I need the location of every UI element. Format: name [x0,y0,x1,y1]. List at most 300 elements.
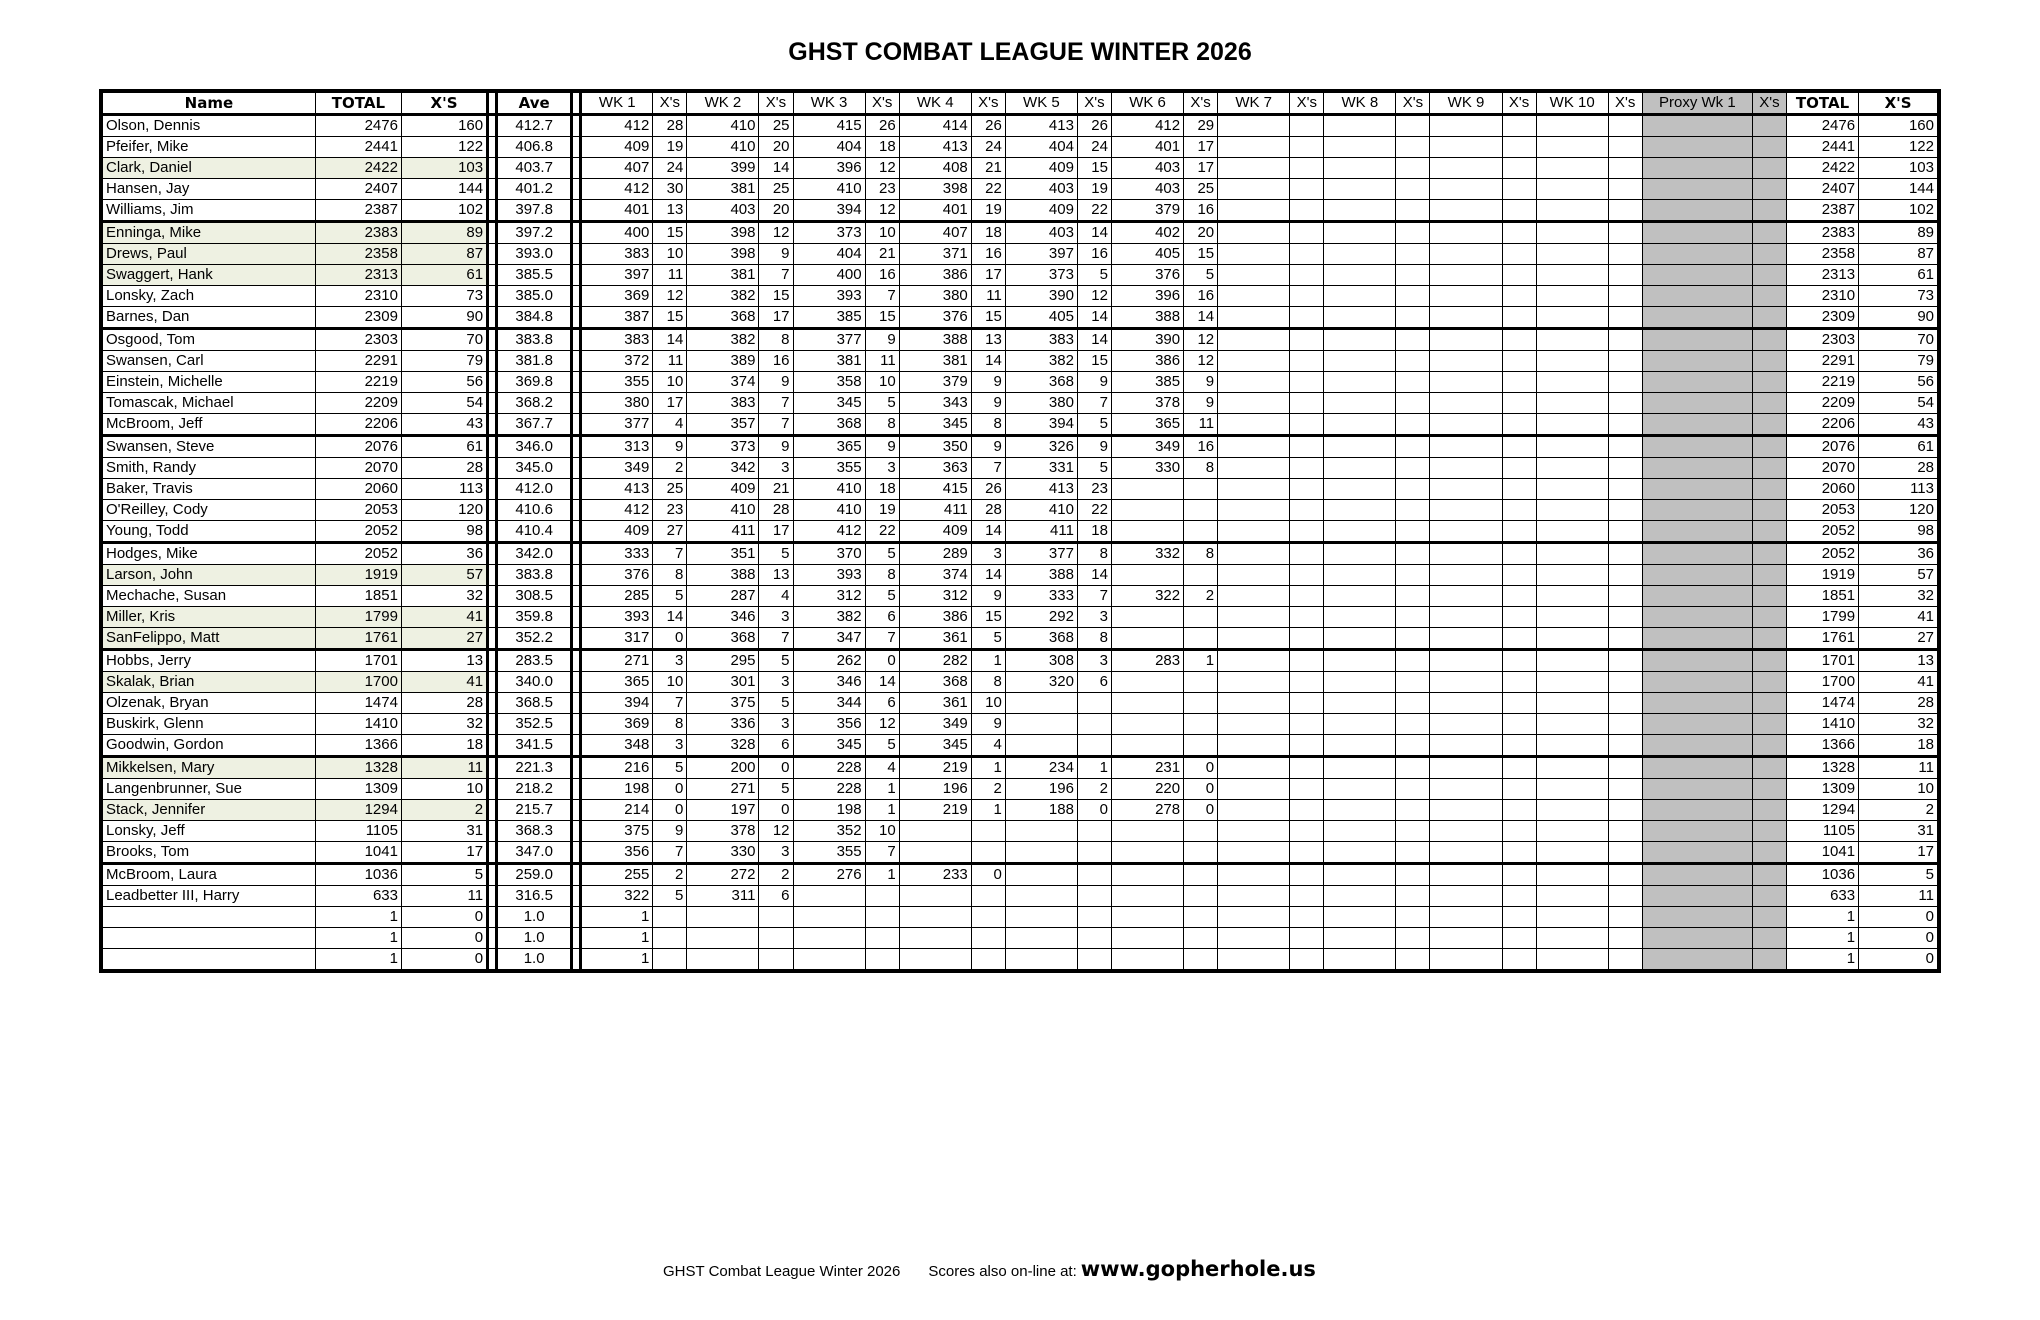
column-separator [572,821,581,842]
week-score: 374 [687,372,759,393]
week-score: 369 [581,714,653,735]
week-x-count [1502,479,1536,500]
week-score [1218,607,1290,628]
week-x-count [1396,351,1430,372]
week-score: 374 [899,565,971,586]
header-week-xs: X's [971,91,1005,115]
week-x-count: 8 [971,672,1005,693]
week-score [1218,500,1290,521]
week-score [1218,244,1290,265]
week-x-count [1502,757,1536,779]
x-count-summary: 0 [1859,949,1939,972]
proxy-week-x-count [1752,735,1786,757]
week-score: 368 [1005,628,1077,650]
week-score: 410 [793,500,865,521]
week-x-count: 5 [1077,458,1111,479]
week-score [1324,800,1396,821]
week-score: 394 [1005,414,1077,436]
average-score: 385.0 [497,286,572,307]
week-score [1324,949,1396,972]
week-score: 356 [793,714,865,735]
page-title: GHST COMBAT LEAGUE WINTER 2026 [788,38,1252,66]
average-score: 316.5 [497,886,572,907]
week-score: 380 [1005,393,1077,414]
total-score: 1041 [315,842,401,864]
week-score: 378 [687,821,759,842]
week-x-count: 7 [1077,393,1111,414]
week-score [1536,607,1608,628]
shooter-name: Mikkelsen, Mary [101,757,315,779]
week-x-count: 5 [1077,414,1111,436]
average-score: 368.3 [497,821,572,842]
week-score [1324,735,1396,757]
proxy-week-score [1642,886,1752,907]
week-score: 403 [1005,179,1077,200]
average-score: 1.0 [497,928,572,949]
proxy-week-score [1642,286,1752,307]
week-score [1111,521,1183,543]
week-x-count: 1 [865,864,899,886]
week-x-count [1608,543,1642,565]
proxy-week-x-count [1752,842,1786,864]
week-x-count [1396,458,1430,479]
x-count: 28 [401,458,487,479]
week-x-count: 15 [865,307,899,329]
x-count-summary: 11 [1859,757,1939,779]
shooter-name: Williams, Jim [101,200,315,222]
week-x-count [1290,436,1324,458]
week-score: 386 [899,607,971,628]
week-x-count [1502,886,1536,907]
week-score: 343 [899,393,971,414]
week-score: 349 [581,458,653,479]
average-score: 401.2 [497,179,572,200]
week-x-count: 11 [971,286,1005,307]
week-score [1218,479,1290,500]
x-count-summary: 17 [1859,842,1939,864]
week-x-count: 1 [971,650,1005,672]
week-score: 220 [1111,779,1183,800]
week-x-count [1290,757,1324,779]
week-score [1536,137,1608,158]
week-score: 404 [793,244,865,265]
week-score: 1 [581,928,653,949]
week-x-count [1608,200,1642,222]
week-score [1005,735,1077,757]
week-score [1218,886,1290,907]
x-count: 57 [401,565,487,586]
week-x-count [1290,500,1324,521]
average-score: 403.7 [497,158,572,179]
proxy-week-score [1642,436,1752,458]
week-x-count: 5 [1184,265,1218,286]
week-score: 415 [793,115,865,137]
x-count: 54 [401,393,487,414]
week-score [1218,714,1290,735]
week-x-count [1502,158,1536,179]
proxy-week-x-count [1752,458,1786,479]
week-score [1430,735,1502,757]
column-separator [488,842,497,864]
week-x-count: 26 [971,115,1005,137]
average-score: 218.2 [497,779,572,800]
x-count-summary: 102 [1859,200,1939,222]
week-x-count: 17 [759,521,793,543]
header-week-xs: X's [653,91,687,115]
x-count: 103 [401,158,487,179]
x-count-summary: 73 [1859,286,1939,307]
x-count: 70 [401,329,487,351]
x-count: 0 [401,928,487,949]
week-score [1430,800,1502,821]
shooter-name: Miller, Kris [101,607,315,628]
week-x-count: 3 [759,672,793,693]
week-x-count [1290,458,1324,479]
average-score: 345.0 [497,458,572,479]
proxy-week-x-count [1752,586,1786,607]
table-row [101,286,1939,307]
header-ave: Ave [497,91,572,115]
total-score: 1 [315,949,401,972]
score-table [99,89,1941,973]
total-score-summary: 2076 [1786,436,1858,458]
week-x-count: 5 [971,628,1005,650]
week-x-count [1502,949,1536,972]
week-x-count [1290,393,1324,414]
total-score: 633 [315,886,401,907]
week-score: 356 [581,842,653,864]
week-x-count: 7 [865,286,899,307]
column-separator [488,307,497,329]
week-score [1324,265,1396,286]
week-x-count [1502,179,1536,200]
x-count: 61 [401,265,487,286]
footer-website-link[interactable]: www.gopherhole.us [1080,1257,1316,1281]
header-proxy-week: Proxy Wk 1 [1642,91,1752,115]
week-score [1536,714,1608,735]
x-count: 27 [401,628,487,650]
week-x-count: 13 [759,565,793,586]
week-score: 407 [899,222,971,244]
total-score: 1799 [315,607,401,628]
shooter-name: Lonsky, Zach [101,286,315,307]
week-score [1536,286,1608,307]
week-x-count: 1 [1077,757,1111,779]
week-x-count [1290,179,1324,200]
week-score: 390 [1005,286,1077,307]
proxy-week-score [1642,565,1752,586]
week-score: 320 [1005,672,1077,693]
week-score [1536,479,1608,500]
week-score [1218,414,1290,436]
x-count-summary: 0 [1859,928,1939,949]
week-x-count [1396,821,1430,842]
week-x-count [865,949,899,972]
column-separator [572,500,581,521]
week-x-count [1396,650,1430,672]
week-score [1218,693,1290,714]
proxy-week-x-count [1752,479,1786,500]
week-x-count: 18 [865,479,899,500]
week-x-count [971,842,1005,864]
shooter-name: Olzenak, Bryan [101,693,315,714]
week-score: 322 [1111,586,1183,607]
week-x-count: 9 [759,436,793,458]
week-x-count: 14 [971,521,1005,543]
week-x-count [1184,628,1218,650]
week-x-count: 7 [653,543,687,565]
shooter-name: Barnes, Dan [101,307,315,329]
week-x-count: 9 [653,821,687,842]
week-x-count: 24 [971,137,1005,158]
week-x-count [1608,693,1642,714]
week-x-count: 16 [865,265,899,286]
week-x-count [1290,628,1324,650]
column-separator [572,521,581,543]
x-count: 18 [401,735,487,757]
week-x-count [865,928,899,949]
total-score-summary: 2310 [1786,286,1858,307]
header-week-4: WK 4 [899,91,971,115]
table-row [101,414,1939,436]
week-score [1111,928,1183,949]
week-x-count: 12 [1077,286,1111,307]
week-x-count: 20 [759,200,793,222]
week-x-count: 4 [759,586,793,607]
week-x-count: 0 [971,864,1005,886]
week-score: 411 [687,521,759,543]
week-x-count [1608,672,1642,693]
week-score: 308 [1005,650,1077,672]
x-count: 31 [401,821,487,842]
week-x-count: 13 [971,329,1005,351]
week-x-count [1396,693,1430,714]
week-score: 410 [793,479,865,500]
week-score: 272 [687,864,759,886]
week-score: 330 [1111,458,1183,479]
week-score [1430,286,1502,307]
total-score: 2219 [315,372,401,393]
shooter-name: McBroom, Jeff [101,414,315,436]
week-score [1536,393,1608,414]
column-separator [572,693,581,714]
total-score: 1 [315,907,401,928]
footer-online-note: Scores also on-line at: [928,1263,1077,1280]
week-x-count: 9 [865,329,899,351]
week-x-count [1290,928,1324,949]
week-score [1218,179,1290,200]
week-score [1536,800,1608,821]
column-separator [572,436,581,458]
table-row [101,886,1939,907]
shooter-name: Hodges, Mike [101,543,315,565]
week-x-count [1502,821,1536,842]
week-x-count: 9 [971,714,1005,735]
week-score: 401 [581,200,653,222]
x-count-summary: 27 [1859,628,1939,650]
week-score [1536,244,1608,265]
week-x-count: 9 [971,436,1005,458]
header-separator [572,91,581,115]
x-count: 13 [401,650,487,672]
week-score [1324,650,1396,672]
week-x-count: 4 [971,735,1005,757]
week-score [1536,693,1608,714]
week-score [1324,137,1396,158]
average-score: 385.5 [497,265,572,286]
week-x-count [1608,886,1642,907]
column-separator [488,244,497,265]
week-score: 413 [899,137,971,158]
week-x-count: 1 [971,800,1005,821]
week-score: 295 [687,650,759,672]
week-x-count [1608,351,1642,372]
week-score: 363 [899,458,971,479]
shooter-name: Swansen, Carl [101,351,315,372]
x-count-summary: 122 [1859,137,1939,158]
week-x-count: 8 [653,565,687,586]
header-week-1: WK 1 [581,91,653,115]
week-x-count: 11 [653,351,687,372]
x-count-summary: 32 [1859,586,1939,607]
week-score [1536,628,1608,650]
total-score-summary: 2383 [1786,222,1858,244]
week-score: 381 [793,351,865,372]
week-x-count: 3 [1077,607,1111,628]
week-x-count [1290,586,1324,607]
week-score: 408 [899,158,971,179]
x-count-summary: 36 [1859,543,1939,565]
x-count-summary: 18 [1859,735,1939,757]
x-count-summary: 43 [1859,414,1939,436]
column-separator [488,158,497,179]
week-x-count [1608,864,1642,886]
week-x-count: 19 [653,137,687,158]
week-score [1324,286,1396,307]
total-score-summary: 2206 [1786,414,1858,436]
week-score: 382 [1005,351,1077,372]
header-week-xs: X's [1502,91,1536,115]
week-score: 388 [1005,565,1077,586]
x-count: 87 [401,244,487,265]
week-x-count: 24 [1077,137,1111,158]
header-week-8: WK 8 [1324,91,1396,115]
week-x-count [1396,757,1430,779]
proxy-week-x-count [1752,115,1786,137]
week-x-count [1396,565,1430,586]
week-x-count [1608,244,1642,265]
week-x-count [1290,307,1324,329]
week-score [1536,842,1608,864]
header-total: TOTAL [315,91,401,115]
proxy-week-score [1642,158,1752,179]
week-score: 219 [899,757,971,779]
week-x-count [1290,244,1324,265]
total-score-summary: 1700 [1786,672,1858,693]
column-separator [572,414,581,436]
week-score [1536,586,1608,607]
week-score: 352 [793,821,865,842]
header-total-summary: TOTAL [1786,91,1858,115]
x-count: 17 [401,842,487,864]
week-score [1430,265,1502,286]
week-score [1005,842,1077,864]
table-row [101,115,1939,137]
column-separator [488,414,497,436]
week-x-count [1184,821,1218,842]
shooter-name: McBroom, Laura [101,864,315,886]
x-count: 73 [401,286,487,307]
week-x-count [1290,565,1324,586]
week-x-count: 9 [971,393,1005,414]
proxy-week-x-count [1752,800,1786,821]
x-count-summary: 90 [1859,307,1939,329]
week-x-count [1077,864,1111,886]
week-x-count [1077,842,1111,864]
week-x-count [1396,500,1430,521]
week-score: 411 [899,500,971,521]
x-count: 98 [401,521,487,543]
average-score: 410.6 [497,500,572,521]
proxy-week-score [1642,458,1752,479]
column-separator [572,372,581,393]
week-score [1430,521,1502,543]
x-count-summary: 11 [1859,886,1939,907]
week-score: 381 [687,265,759,286]
week-x-count: 22 [1077,500,1111,521]
week-score: 375 [687,693,759,714]
week-score: 376 [899,307,971,329]
week-score [1536,949,1608,972]
shooter-name: O'Reilley, Cody [101,500,315,521]
column-separator [488,115,497,137]
week-x-count: 6 [1077,672,1111,693]
week-score [1430,200,1502,222]
week-score [1324,200,1396,222]
week-score: 376 [581,565,653,586]
week-x-count: 2 [759,864,793,886]
week-score [1111,607,1183,628]
proxy-week-score [1642,479,1752,500]
total-score: 2291 [315,351,401,372]
table-row [101,543,1939,565]
x-count: 113 [401,479,487,500]
x-count: 79 [401,351,487,372]
week-score: 1 [581,949,653,972]
shooter-name: Brooks, Tom [101,842,315,864]
week-score: 349 [1111,436,1183,458]
week-x-count: 10 [971,693,1005,714]
week-score [1536,886,1608,907]
week-x-count: 5 [1077,265,1111,286]
week-x-count: 15 [653,222,687,244]
week-score [1218,286,1290,307]
total-score-summary: 2358 [1786,244,1858,265]
week-x-count [1502,372,1536,393]
week-score [1536,821,1608,842]
week-score [1324,307,1396,329]
total-score-summary: 1105 [1786,821,1858,842]
week-x-count [1502,137,1536,158]
x-count: 0 [401,907,487,928]
week-x-count [1608,735,1642,757]
x-count-summary: 31 [1859,821,1939,842]
week-score: 370 [793,543,865,565]
proxy-week-x-count [1752,200,1786,222]
column-separator [572,907,581,928]
proxy-week-score [1642,414,1752,436]
week-score [1536,565,1608,586]
